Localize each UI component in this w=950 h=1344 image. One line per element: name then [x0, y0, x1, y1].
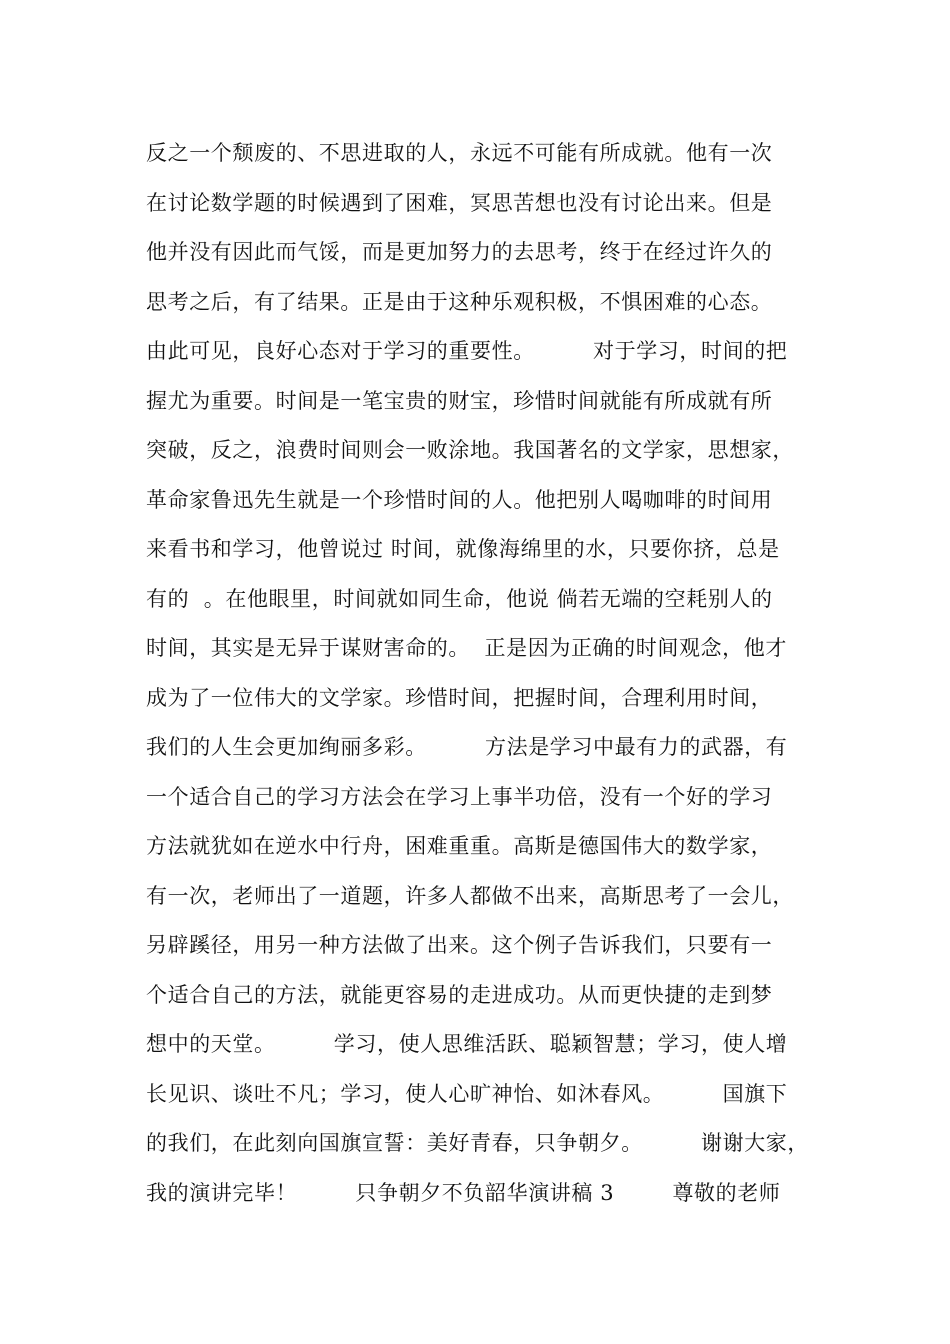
text-line: 方法就犹如在逆水中行舟，困难重重。高斯是德国伟大的数学家，: [146, 834, 773, 858]
text-line: 成为了一位伟大的文学家。珍惜时间，把握时间，合理利用时间，: [146, 685, 773, 710]
text-line: 由此可见，良好心态对于学习的重要性。 对于学习，时间的把: [146, 339, 788, 363]
text-line: 我们的人生会更加绚丽多彩。 方法是学习中最有力的武器，有: [146, 735, 788, 759]
text-line: 想中的天堂。 学习，使人思维活跃、聪颖智慧；学习，使人增: [146, 1032, 788, 1056]
text-line: 革命家鲁迅先生就是一个珍惜时间的人。他把别人喝咖啡的时间用: [146, 487, 773, 512]
text-line: 思考之后，有了结果。正是由于这种乐观积极，不惧困难的心态。: [146, 289, 773, 314]
text-line: 有一次，老师出了一道题，许多人都做不出来，高斯思考了一会儿，: [146, 883, 794, 908]
text-line: 反之一个颓废的、不思进取的人，永远不可能有所成就。他有一次: [146, 141, 773, 165]
text-line: 有的 。在他眼里，时间就如同生命，他说 倘若无端的空耗别人的: [146, 586, 773, 611]
text-line: 在讨论数学题的时候遇到了困难，冥思苦想也没有讨论出来。但是: [146, 190, 773, 215]
text-line: 我的演讲完毕！ 只争朝夕不负韶华演讲稿 3 尊敬的老师: [146, 1180, 781, 1205]
speech-text-body: [146, 129, 826, 1218]
text-line: 时间，其实是无异于谋财害命的。 正是因为正确的时间观念，他才: [146, 636, 787, 660]
text-line: 他并没有因此而气馁，而是更加努力的去思考，终于在经过许久的: [146, 240, 773, 264]
text-line: 握尤为重要。时间是一笔宝贵的财宝，珍惜时间就能有所成就有所: [146, 388, 773, 413]
text-line: 个适合自己的方法，就能更容易的走进成功。从而更快捷的走到梦: [146, 982, 773, 1007]
text-line: 一个适合自己的学习方法会在学习上事半功倍，没有一个好的学习: [146, 784, 773, 809]
text-line: 的我们，在此刻向国旗宣誓：美好青春，只争朝夕。 谢谢大家，: [146, 1131, 809, 1155]
text-line: 突破，反之，浪费时间则会一败涂地。我国著名的文学家，思想家，: [146, 438, 794, 462]
text-line: 长见识、谈吐不凡；学习，使人心旷神怡、如沐春风。 国旗下: [146, 1081, 788, 1106]
text-line: 来看书和学习，他曾说过 时间，就像海绵里的水，只要你挤，总是: [146, 537, 780, 561]
text-line: 另辟蹊径，用另一种方法做了出来。这个例子告诉我们，只要有一: [146, 933, 773, 957]
